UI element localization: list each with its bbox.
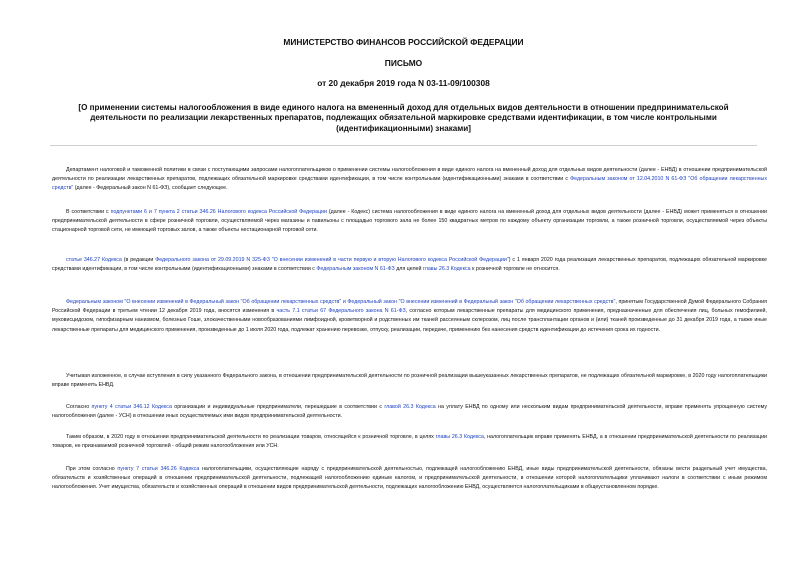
p7-text-a: Таким образом, в 2020 году в отношении предпринимательской деятельности по реализации товаров, относящейся к розничной торговле, в целях — [66, 434, 436, 440]
paragraph-5 — [52, 372, 767, 390]
p3-text-d: для целей — [394, 266, 423, 273]
p3-text-b: (в редакции — [121, 257, 156, 263]
p6-text-b: организации и индивидуальные предприниматели, перешедшие в соответствии с — [171, 404, 385, 410]
p8-text-b: налогоплательщики, осуществляющие наряду с предпринимательской деятельностью, подлежащей налогообложению ЕНВД, иные виды предпринимательской деятельности, обязаны вести раздельный учет имущества, обязательств и хозяйственных операций в отношении предпринимательской деятельности, подлежащей налогообложению единым налогом, и предпринимательской деятельности, в отношении которой налогоплательщики уплачивают налоги в соответствии с иным режимом налогообложения. Учет имущества, обязательств и хозяйственных операций в отношении видов предпринимательской деятельности, подлежащих налогообложению ЕНВД, осуществляется налогоплательщиками в общеустановленном порядке. — [52, 466, 767, 491]
p4-text-b: , согласно которым лекарственные препараты для медицинского применения, предназначенные для обеспечения лиц, больных гемофилией, муковисцидозом, гипофизарным нанизмом, болезнью Гоше, злокачественными новообразованиями лимфоидной, кроветворной и родственных им тканей рассеянным склерозом, лиц после трансплантации органов и (или) тканей произведенные до 31 декабря 2019 года, а также иные лекарственные препараты для медицинского применения, произведенные до 1 июля 2020 года, подлежат хранению перевозке, отпуску, реализации, передаче, применению без нанесения средств идентификации до истечения срока их годности. — [52, 308, 767, 333]
link-law-325fz[interactable]: Федерального закона от 29.09.2019 N 325-ФЗ "О внесении изменений в части первую и вторую Налогового кодекса Российской Федерации" — [155, 257, 509, 263]
paragraph-6 — [52, 403, 767, 421]
p5-text: Учитывая изложенное, в случае вступления в силу указанного Федерального закона, в отношении предпринимательской деятельности по розничной реализации вышеуказанных лекарственных препаратов, не подлежащих обязательной маркировке, в 2020 году налогоплательщики вправе применять ЕНВД. — [52, 373, 767, 389]
link-chapter-26-3-b[interactable]: главой 26.3 Кодекса — [384, 404, 436, 410]
paragraph-2 — [52, 208, 767, 236]
p4-text-a: , принятым Государственной Думой Федерального Собрания Российской Федерации в третьем чтении 12 декабря 2019 года, вносятся изменения в — [52, 299, 767, 315]
link-article-346-12[interactable]: пункту 4 статьи 346.12 Кодекса — [91, 404, 172, 410]
paragraph-1 — [52, 166, 767, 194]
document-type: ПИСЬМО — [384, 58, 423, 68]
paragraph-4 — [52, 298, 767, 335]
p2-text-a: В соответствии с — [66, 209, 111, 215]
p8-text-a: При этом согласно — [66, 466, 118, 472]
link-chapter-26-3-c[interactable]: главы 26.3 Кодекса — [435, 434, 484, 440]
link-law-61fz[interactable]: Федеральным законом от 12.04.2010 N 61-ФЗ "Об обращении лекарственных средств" — [52, 176, 768, 192]
divider — [50, 145, 757, 146]
p3-text-c: ) с 1 января 2020 года реализация лекарственных препаратов, подлежащих обязательной маркировке средствами идентификации, в том числе контрольными (идентификационными) знаками в соответствии с — [52, 257, 767, 273]
p2-text-b: (далее - Кодекс) система налогообложения в виде единого налога на вмененный доход для отдельных видов деятельности (далее - ЕНВД) может применяться в отношении предпринимательской деятельности в сфере розничной торговли, осуществляемой через магазины и павильоны с площадью торгового зала не более 150 квадратных метров по каждому объекту организации торговли, а также розничной торговли, осуществляемой через объекты стационарной торговой сети, не имеющей торговых залов, а также объекты нестационарной торговой сети. — [52, 209, 768, 234]
document-date-number: от 20 декабря 2019 года N 03-11-09/100308 — [317, 78, 490, 88]
paragraph-8 — [52, 465, 767, 493]
link-part-7-1-article-67[interactable]: часть 7.1 статьи 67 Федерального закона N 61-ФЗ — [276, 308, 406, 315]
p1-text-b: (далее - Федеральный закон N 61-ФЗ), сообщает следующее. — [73, 185, 228, 192]
link-tax-code-346-26[interactable]: подпунктами 6 и 7 пункта 2 статьи 346.26 Налогового кодекса Российской Федерации — [110, 209, 327, 215]
p6-text-a: Согласно — [66, 404, 92, 410]
p6-text-c: на уплату ЕНВД по одному или нескольким видам предпринимательской деятельности, вправе применять упрощенную систему налогообложения (далее - УСН) в отношении иных осуществляемых ими видов предпринимательской деятельности. — [52, 404, 767, 420]
link-article-346-27[interactable]: статье 346.27 Кодекса — [66, 257, 122, 263]
ministry-heading: МИНИСТЕРСТВО ФИНАНСОВ РОССИЙСКОЙ ФЕДЕРАЦИИ — [283, 37, 524, 47]
link-chapter-26-3[interactable]: главы 26.3 Кодекса — [422, 266, 471, 273]
link-law-61fz-2[interactable]: Федеральным законом N 61-ФЗ — [316, 266, 395, 273]
link-article-346-26-p7[interactable]: пункту 7 статьи 346.26 Кодекса — [117, 466, 200, 472]
link-amendment-law[interactable]: Федеральным законом "О внесении изменений в Федеральный закон "Об обращении лекарственных средств" и Федеральный закон "О внесении изменений в Федеральный закон "Об обращении лекарственных средств" — [66, 299, 616, 305]
p7-text-b: , налогоплательщик вправе применять ЕНВД, а в отношении предпринимательской деятельности по реализации товаров, не признаваемой розничной торговлей - общий режим налогообложения или УСН. — [52, 434, 767, 450]
document-subject: [О применении системы налогообложения в виде единого налога на вмененный доход для отдельных видов деятельности в отношении предпринимательской деятельности по реализации лекарственных препаратов, подлежащих обязательной маркировке средствами идентификации, в том числе контрольными (идентификационными) знаками] — [78, 103, 729, 133]
p3-text-e: к розничной торговле не относится. — [470, 266, 560, 273]
p1-text-a: Департамент налоговой и таможенной политики в связи с поступающими запросами налогоплательщиков о применении системы налогообложения в виде единого налога на вмененный доход для отдельных видов деятельности (далее - ЕНВД) в отношении предпринимательской деятельности по реализации лекарственных препаратов, подлежащих обязательной маркировке средствами идентификации, в том числе контрольными (идентификационными) знаками в соответствии с — [52, 167, 767, 183]
paragraph-3 — [52, 256, 767, 274]
paragraph-7 — [52, 433, 767, 451]
